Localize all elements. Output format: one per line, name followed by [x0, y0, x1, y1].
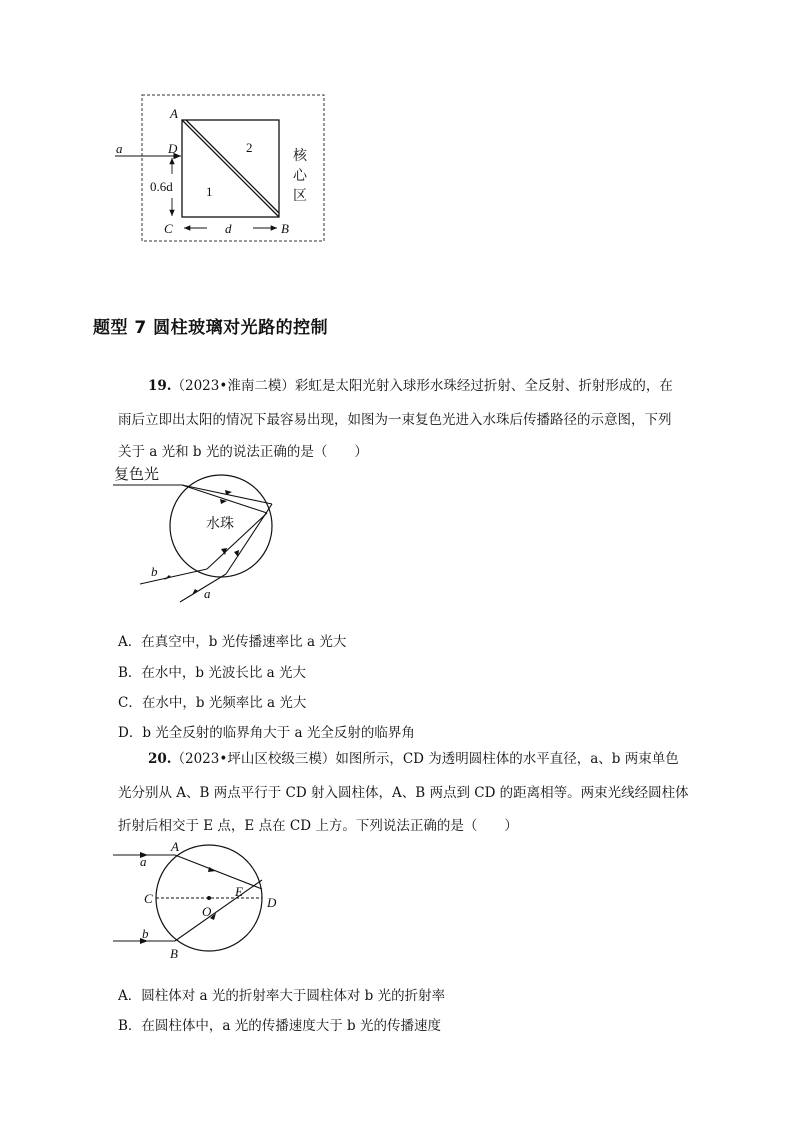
label-B: B: [281, 221, 289, 236]
q19-option-c: C．在水中，b 光频率比 a 光大: [118, 695, 307, 711]
q20-text1: （2023•坪山区校级三模）如图所示，CD 为透明圆柱体的水平直径，a、b 两束单色: [171, 751, 679, 767]
cyl-label-C: C: [144, 891, 153, 906]
label-D: D: [168, 141, 178, 156]
cyl-label-b: b: [142, 926, 149, 941]
q19-option-a: A．在真空中，b 光传播速率比 a 光大: [118, 634, 347, 650]
label-ray-b: b: [151, 564, 158, 579]
cylinder-figure: [108, 838, 288, 968]
q19-line1: [148, 376, 673, 396]
label-0.6d: 0.6d: [150, 179, 173, 194]
core-char-1: 核: [293, 149, 307, 164]
ray-a-refracted: [175, 855, 262, 889]
ray-b-refracted: [175, 880, 262, 941]
q20-option-a: A．圆柱体对 a 光的折射率大于圆柱体对 b 光的折射率: [118, 988, 446, 1004]
cyl-label-A: A: [171, 839, 179, 854]
q20-line2: 光分别从 A、B 两点平行于 CD 射入圆柱体，A、B 两点到 CD 的距离相等。两束光线经圆柱体: [118, 785, 689, 801]
core-char-2: 心: [293, 169, 307, 184]
q20-number: 20.: [148, 751, 172, 767]
label-C: C: [164, 221, 173, 236]
region-1: 1: [206, 184, 213, 199]
label-a: a: [116, 141, 123, 156]
q20-option-b: B．在圆柱体中，a 光的传播速度大于 b 光的传播速度: [118, 1018, 441, 1034]
cyl-label-D: D: [267, 895, 277, 910]
prism-figure: [110, 90, 340, 250]
label-water-drop: 水珠: [206, 517, 234, 532]
label-d: d: [225, 221, 232, 236]
q19-option-b: B．在水中，b 光波长比 a 光大: [118, 665, 306, 681]
region-2: 2: [246, 140, 253, 155]
section-title: 题型 7 圆柱玻璃对光路的控制: [93, 318, 329, 338]
q20-line3: 折射后相交于 E 点，E 点在 CD 上方。下列说法正确的是（ ）: [118, 818, 518, 834]
q19-number: 19.: [148, 378, 172, 394]
ray-a-out: [180, 574, 226, 602]
cyl-label-B: B: [170, 946, 178, 961]
core-char-3: 区: [293, 189, 307, 204]
q19-text1: （2023•淮南二模）彩虹是太阳光射入球形水珠经过折射、全反射、折射形成的，在: [171, 378, 673, 394]
q19-line2: 雨后立即出太阳的情况下最容易出现，如图为一束复色光进入水珠后传播路径的示意图，下列: [118, 412, 672, 428]
cyl-label-a: a: [140, 854, 147, 869]
label-compound-light: 复色光: [114, 467, 160, 483]
cyl-label-E: E: [235, 884, 243, 899]
q20-line1: [148, 749, 679, 769]
cyl-label-O: O: [202, 904, 212, 919]
q19-line3: 关于 a 光和 b 光的说法正确的是（ ）: [118, 444, 368, 460]
water-drop-figure: [108, 462, 288, 606]
label-ray-a: a: [204, 586, 211, 601]
q19-option-d: D．b 光全反射的临界角大于 a 光全反射的临界角: [118, 725, 415, 741]
label-A: A: [170, 106, 178, 121]
